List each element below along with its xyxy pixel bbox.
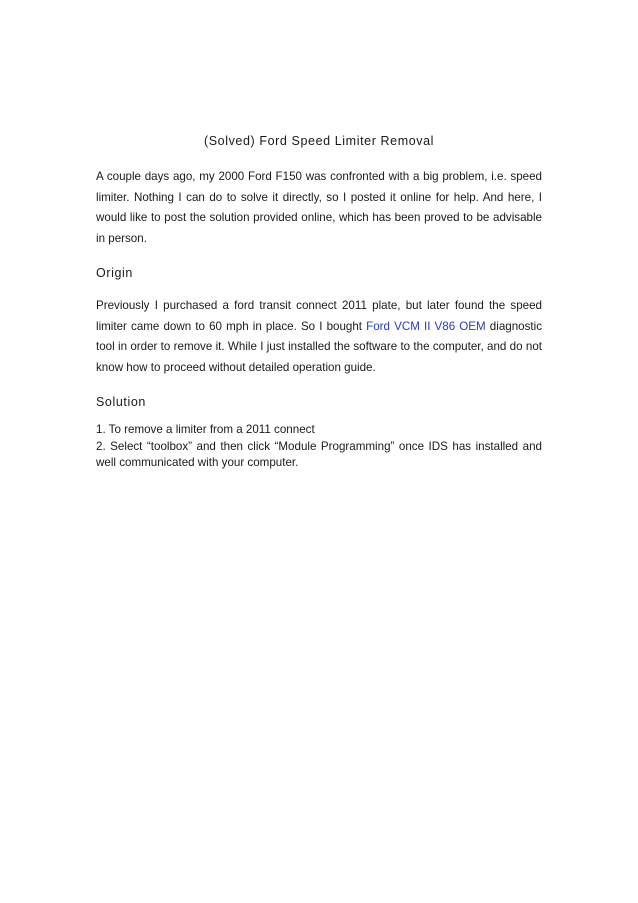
document-body (96, 134, 542, 472)
solution-step: 2. Select “toolbox” and then click “Module Programming” once IDS has installed and well communicated with your computer. (96, 439, 542, 469)
origin-text-after-link: diagnostic tool in order to remove it. While I just installed the software to the computer, and do not know how to proceed without detailed operation guide. (96, 319, 543, 374)
solution-step: 1. To remove a limiter from a 2011 connect (96, 423, 315, 436)
origin-text-before-link: Previously I purchased a ford transit connect 2011 plate, but later found the speed limiter came down to 60 mph in place. So I bought (96, 299, 542, 333)
solution-heading: Solution (96, 395, 146, 409)
page-title: (Solved) Ford Speed Limiter Removal (203, 134, 435, 148)
origin-paragraph (96, 296, 542, 378)
origin-heading: Origin (96, 266, 133, 280)
intro-paragraph: A couple days ago, my 2000 Ford F150 was confronted with a big problem, i.e. speed limiter. Nothing I can do to solve it directly, so I posted it online for help. And here, I would like to post the solution provided online, which has been proved to be advisable in person. (96, 170, 542, 245)
solution-steps-list (96, 422, 542, 472)
ford-vcm-link[interactable]: Ford VCM II V86 OEM (366, 319, 486, 333)
